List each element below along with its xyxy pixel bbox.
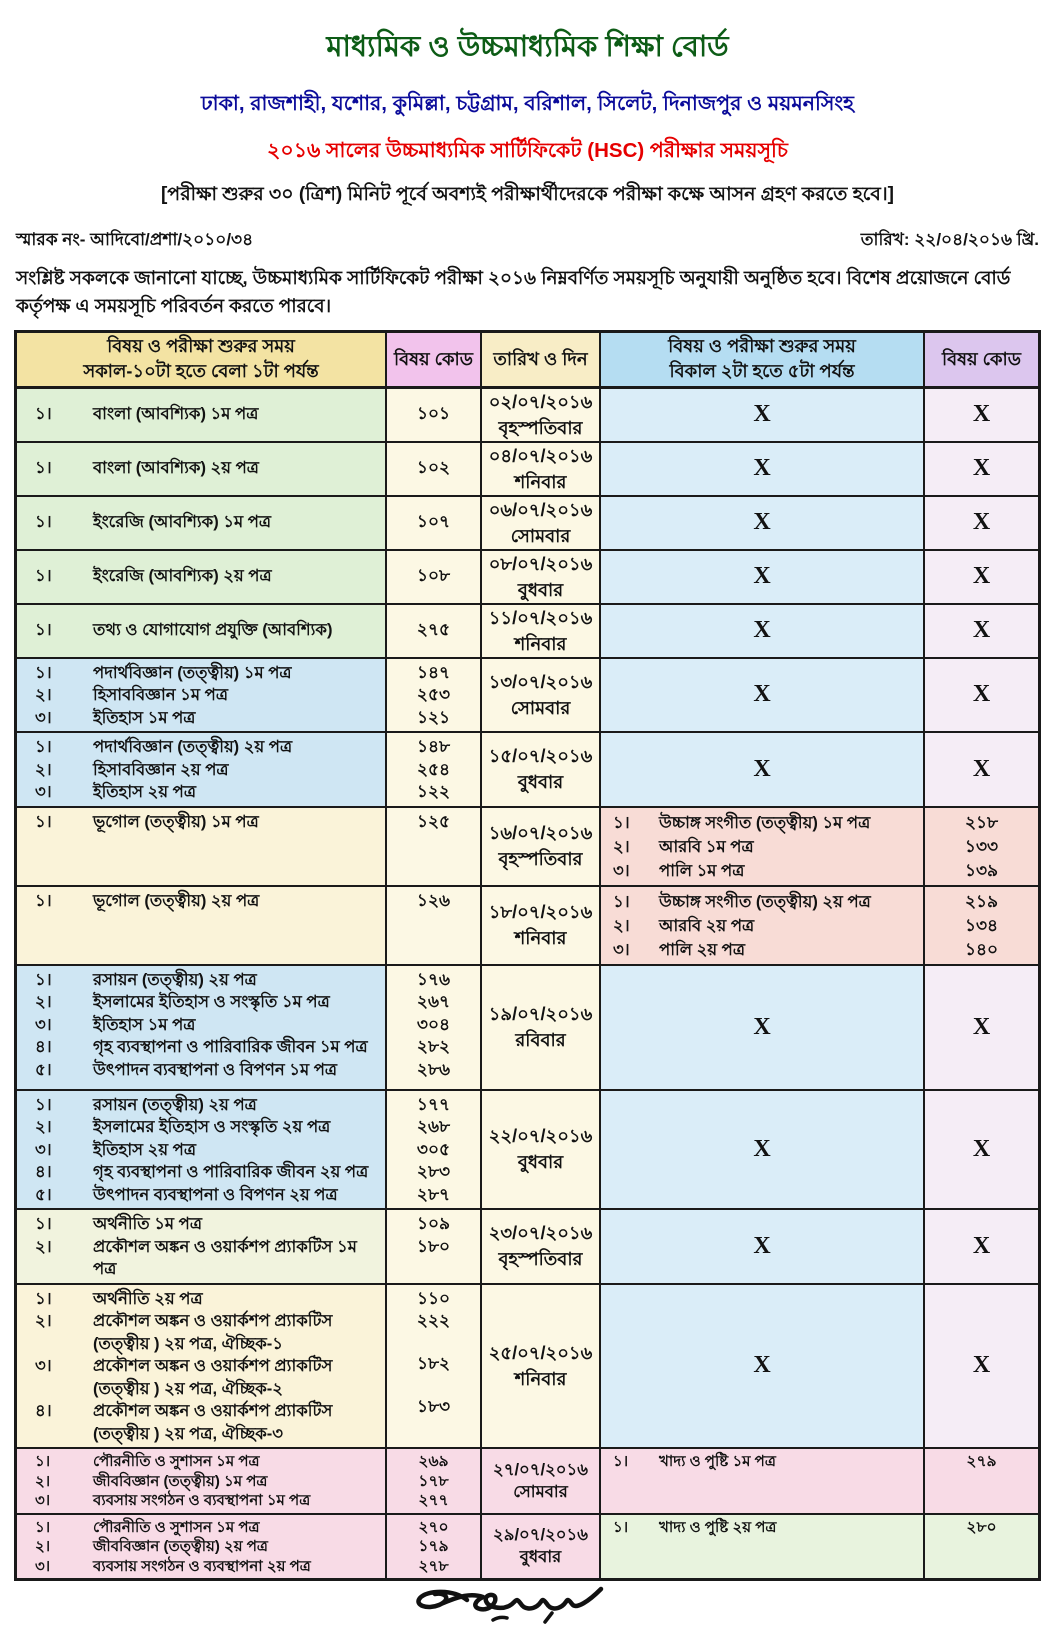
subject-code: ২৫৩: [416, 685, 451, 704]
pm-subject-cell: [599, 1515, 923, 1579]
subject-code: ৩০৫: [416, 1139, 451, 1159]
date-cell: [480, 733, 599, 806]
date-cell: [480, 808, 599, 885]
code-cell: [385, 887, 480, 964]
subject-item: ১। অর্থনীতি ২য় পত্র: [35, 1289, 203, 1308]
subject-code: ১৭৯: [418, 1538, 449, 1555]
exam-date: ২৯/০৭/২০১৬: [493, 1526, 588, 1545]
code-cell: [385, 1515, 480, 1579]
pm-code-x-cell: [923, 659, 1038, 732]
subject-cell: [17, 1449, 385, 1513]
subject-item: ১। ভূগোল (তত্ত্বীয়) ২য় পত্র: [35, 891, 260, 910]
table-row: [17, 1208, 1038, 1283]
date-cell: [480, 605, 599, 657]
exam-date: ২৭/০৭/২০১৬: [493, 1460, 588, 1479]
table-row: [17, 731, 1038, 806]
x-mark: X: [753, 455, 771, 481]
x-mark: X: [753, 617, 771, 643]
pm-subject-item: ১। খাদ্য ও পুষ্টি ২য় পত্র: [613, 1518, 777, 1536]
subject-code: ২৭৭: [418, 1492, 449, 1509]
subject-cell: [17, 966, 385, 1089]
code-cell: [385, 389, 480, 441]
exam-day: শনিবার: [514, 928, 567, 948]
header-pm-subject: বিষয় ও পরীক্ষা শুরুর সময় বিকাল ২টা হতে ৫টা পর্যন্ত: [599, 333, 923, 386]
table-row: [17, 441, 1038, 495]
code-cell: [385, 1449, 480, 1513]
pm-subject-code: ২১৮: [964, 812, 999, 832]
instruction-line: [পরীক্ষা শুরুর ৩০ (ত্রিশ) মিনিট পূর্বে অবশ্যই পরীক্ষার্থীদেরকে পরীক্ষা কক্ষে আসন গ্রহণ করতে হবে।]: [160, 184, 895, 205]
subject-item: ২। প্রকৌশল অঙ্কন ও ওয়ার্কশপ প্র্যাকটিস ১ম পত্র: [35, 1237, 357, 1278]
exam-day: বৃহস্পতিবার: [498, 849, 583, 869]
subject-item: ৪। গৃহ ব্যবস্থাপনা ও পারিবারিক জীবন ২য় পত্র: [35, 1163, 369, 1181]
code-cell: [385, 605, 480, 657]
table-row: [17, 885, 1038, 964]
pm-subject-item: ৩। পালি ২য় পত্র: [613, 940, 745, 959]
subject-item: ৩। ইতিহাস ১ম পত্র: [35, 1015, 196, 1034]
pm-code-cell: [923, 808, 1038, 885]
code-cell: [385, 497, 480, 549]
exam-day: রবিবার: [515, 1030, 566, 1050]
subject-item: ৫। উৎপাদন ব্যবস্থাপনা ও বিপণন ২য় পত্র: [35, 1185, 338, 1204]
table-row: [17, 603, 1038, 657]
x-mark: X: [753, 1352, 771, 1379]
table-header-row: [17, 333, 1038, 386]
pm-x-cell: [599, 1091, 923, 1209]
issue-date: তারিখ: ২২/০৪/২০১৬ খ্রি.: [860, 230, 1039, 249]
subject-item: ২। ইসলামের ইতিহাস ও সংস্কৃতি ১ম পত্র: [35, 993, 330, 1011]
date-cell: [480, 1091, 599, 1209]
x-mark: X: [972, 1232, 991, 1259]
pm-code-x-cell: [923, 605, 1038, 657]
pm-subject-cell: [599, 808, 923, 885]
subject-item: ২। প্রকৌশল অঙ্কন ও ওয়ার্কশপ প্র্যাকটিস (তত্ত্বীয় ) ২য় পত্র, ঐচ্ছিক-১: [35, 1312, 333, 1353]
code-cell: [385, 733, 480, 806]
x-mark: X: [753, 401, 771, 427]
date-cell: [480, 659, 599, 732]
pm-subject-code: ২৮০: [966, 1518, 997, 1536]
code-cell: [385, 443, 480, 495]
subject-item: ২। হিসাববিজ্ঞান ২য় পত্র: [35, 760, 229, 779]
pm-x-cell: [599, 1285, 923, 1448]
subject-item: ২। হিসাববিজ্ঞান ১ম পত্র: [35, 686, 228, 704]
subject-cell: [17, 808, 385, 885]
subject-code: ১৮০: [416, 1236, 451, 1256]
subject-item: ১। ইংরেজি (আবশ্যিক) ২য় পত্র: [35, 567, 272, 586]
pm-subject-item: ১। খাদ্য ও পুষ্টি ১ম পত্র: [613, 1453, 776, 1470]
pm-code-x-cell: [923, 733, 1038, 806]
pm-subject-code: ১৩৩: [964, 836, 999, 856]
table-row: [17, 1513, 1038, 1579]
exam-day: শনিবার: [514, 471, 567, 492]
table-row: [17, 657, 1038, 732]
pm-code-cell: [923, 1449, 1038, 1513]
exam-date: ০২/০৭/২০১৬: [488, 391, 593, 412]
subject-code: ১০৭: [416, 512, 451, 532]
exam-day: বুধবার: [517, 772, 564, 793]
pm-subject-item: ১। উচ্চাঙ্গ সংগীত (তত্ত্বীয়) ২য় পত্র: [613, 892, 871, 911]
exam-date: ১১/০৭/২০১৬: [488, 607, 593, 628]
pm-x-cell: [599, 389, 923, 441]
subject-item: ৩। প্রকৌশল অঙ্কন ও ওয়ার্কশপ প্র্যাকটিস (তত্ত্বীয় ) ২য় পত্র, ঐচ্ছিক-২: [35, 1357, 333, 1398]
pm-code-cell: [923, 1515, 1038, 1579]
pm-x-cell: [599, 1210, 923, 1283]
memo-row: [0, 227, 1055, 255]
subject-cell: [17, 887, 385, 964]
page-title: মাধ্যমিক ও উচ্চমাধ্যমিক শিক্ষা বোর্ড: [326, 31, 729, 63]
code-cell: [385, 1285, 480, 1448]
exam-day: সোমবার: [510, 697, 571, 718]
exam-date: ২৩/০৭/২০১৬: [488, 1223, 593, 1244]
x-mark: X: [972, 1135, 991, 1162]
exam-date: ২৫/০৭/২০১৬: [488, 1342, 593, 1363]
subject-item: ৪। গৃহ ব্যবস্থাপনা ও পারিবারিক জীবন ১ম পত্র: [35, 1038, 368, 1056]
exam-date: ১৫/০৭/২০১৬: [488, 746, 593, 767]
subject-item: ৫। উৎপাদন ব্যবস্থাপনা ও বিপণন ১ম পত্র: [35, 1060, 338, 1079]
pm-x-cell: [599, 659, 923, 732]
subject-item: ১। বাংলা (আবশ্যিক) ২য় পত্র: [35, 459, 259, 478]
exam-day: সোমবার: [510, 525, 571, 546]
exam-date: ২২/০৭/২০১৬: [488, 1126, 593, 1147]
subject-item: ১। ইংরেজি (আবশ্যিক) ১ম পত্র: [35, 513, 272, 532]
code-cell: [385, 1210, 480, 1283]
subject-code: ১৪৭: [416, 662, 451, 682]
pm-x-cell: [599, 551, 923, 603]
subject-item: ৩। ব্যবসায় সংগঠন ও ব্যবস্থাপনা ১ম পত্র: [35, 1492, 311, 1509]
subject-code: ৩০৪: [416, 1014, 451, 1034]
pm-x-cell: [599, 966, 923, 1089]
pm-code-x-cell: [923, 497, 1038, 549]
exam-day: শনিবার: [514, 633, 567, 654]
exam-day: বৃহস্পতিবার: [498, 1249, 583, 1270]
signature-scribble-icon: [405, 1584, 635, 1624]
x-mark: X: [753, 509, 771, 535]
exam-day: সোমবার: [513, 1482, 568, 1501]
subject-code: ২৭৫: [416, 620, 451, 640]
subject-code: ২৬৭: [416, 992, 451, 1011]
pm-subject-code: ১৩৪: [964, 915, 999, 935]
subject-cell: [17, 1210, 385, 1283]
subject-cell: [17, 551, 385, 603]
exam-day: বুধবার: [519, 1548, 562, 1567]
exam-date: ১৯/০৭/২০১৬: [488, 1004, 593, 1024]
code-cell: [385, 551, 480, 603]
subject-cell: [17, 1515, 385, 1579]
subject-code: ১৪৮: [416, 737, 451, 756]
subject-item: ২। জীববিজ্ঞান (তত্ত্বীয়) ১ম পত্র: [35, 1472, 268, 1490]
pm-code-x-cell: [923, 966, 1038, 1089]
subject-item: ১। ভূগোল (তত্ত্বীয়) ১ম পত্র: [35, 812, 259, 831]
subject-item: ১। পদার্থবিজ্ঞান (তত্ত্বীয়) ২য় পত্র: [35, 738, 293, 756]
exam-day: বৃহস্পতিবার: [498, 417, 583, 438]
date-cell: [480, 1285, 599, 1448]
exam-date: ০৮/০৭/২০১৬: [488, 553, 593, 574]
subject-code: ২৮৬: [416, 1059, 451, 1079]
x-mark: X: [753, 681, 771, 708]
subject-code: ২৮৭: [416, 1184, 451, 1204]
subject-cell: [17, 497, 385, 549]
regions-line: ঢাকা, রাজশাহী, যশোর, কুমিল্লা, চট্টগ্রাম, বরিশাল, সিলেট, দিনাজপুর ও ময়মনসিংহ: [201, 92, 854, 115]
table-row: [17, 964, 1038, 1089]
x-mark: X: [972, 755, 991, 782]
subject-cell: [17, 389, 385, 441]
x-mark: X: [972, 455, 991, 481]
memo-number: স্মারক নং- আদিবো/প্রশা/২০১০/৩৪: [16, 230, 254, 249]
subject-code: ১৭৭: [416, 1094, 451, 1114]
subject-code: ১২২: [416, 782, 451, 801]
pm-code-cell: [923, 887, 1038, 964]
date-cell: [480, 1449, 599, 1513]
subject-code: ১৭৮: [418, 1472, 449, 1490]
subject-code: ১০৮: [416, 566, 451, 586]
exam-day: বুধবার: [517, 1152, 564, 1173]
date-cell: [480, 1210, 599, 1283]
subject-code: ২৭৮: [418, 1557, 449, 1575]
exam-date: ১৮/০৭/২০১৬: [488, 902, 593, 922]
table-row: [17, 1283, 1038, 1448]
subject-code: ২৬৯: [418, 1453, 449, 1470]
subject-item: ৩। ইতিহাস ১ম পত্র: [35, 708, 196, 727]
subject-item: ৩। ইতিহাস ২য় পত্র: [35, 1140, 196, 1159]
pm-subject-code: ১৪০: [964, 939, 999, 959]
header-pm-code: বিষয় কোড: [923, 333, 1038, 386]
pm-code-x-cell: [923, 1091, 1038, 1209]
code-cell: [385, 808, 480, 885]
header-am-code: বিষয় কোড: [385, 333, 480, 386]
subject-item: ২। জীববিজ্ঞান (তত্ত্বীয়) ২য় পত্র: [35, 1538, 268, 1555]
pm-code-x-cell: [923, 389, 1038, 441]
subject-item: ১। তথ্য ও যোগাযোগ প্রযুক্তি (আবশ্যিক): [35, 621, 333, 640]
table-row: [17, 386, 1038, 441]
code-cell: [385, 966, 480, 1089]
subject-item: ২। ইসলামের ইতিহাস ও সংস্কৃতি ২য় পত্র: [35, 1118, 331, 1136]
date-cell: [480, 389, 599, 441]
date-cell: [480, 551, 599, 603]
x-mark: X: [972, 1352, 991, 1379]
pm-code-x-cell: [923, 1285, 1038, 1448]
exam-day: শনিবার: [514, 1368, 567, 1389]
date-cell: [480, 966, 599, 1089]
pm-code-x-cell: [923, 1210, 1038, 1283]
body-paragraph: সংশ্লিষ্ট সকলকে জানানো যাচ্ছে, উচ্চমাধ্যমিক সার্টিফিকেট পরীক্ষা ২০১৬ নিম্নবর্ণিত সময়সূচি অনুযায়ী অনুষ্ঠিত হবে। বিশেষ প্রয়োজনে বোর্ড কর্তৃপক্ষ এ সময়সূচি পরিবর্তন করতে পারবে।: [16, 267, 1011, 316]
subject-cell: [17, 605, 385, 657]
x-mark: X: [753, 563, 771, 589]
subject-item: ১। রসায়ন (তত্ত্বীয়) ২য় পত্র: [35, 1095, 257, 1114]
exam-date: ০৬/০৭/২০১৬: [488, 499, 593, 520]
date-cell: [480, 887, 599, 964]
notice-title: ২০১৬ সালের উচ্চমাধ্যমিক সার্টিফিকেট (HSC) পরীক্ষার সময়সূচি: [267, 139, 788, 162]
code-cell: [385, 659, 480, 732]
pm-subject-code: ২১৯: [964, 891, 999, 911]
subject-item: ১। পদার্থবিজ্ঞান (তত্ত্বীয়) ১ম পত্র: [35, 663, 292, 682]
pm-x-cell: [599, 605, 923, 657]
pm-subject-item: ২। আরবি ২য় পত্র: [613, 916, 755, 935]
date-cell: [480, 497, 599, 549]
subject-cell: [17, 443, 385, 495]
date-cell: [480, 443, 599, 495]
x-mark: X: [972, 509, 991, 535]
table-row: [17, 549, 1038, 603]
subject-item: ৩। ইতিহাস ২য় পত্র: [35, 783, 196, 801]
x-mark: X: [972, 1013, 991, 1040]
pm-x-cell: [599, 443, 923, 495]
subject-item: ১। বাংলা (আবশ্যিক) ১ম পত্র: [35, 405, 259, 424]
handwritten-signature: [405, 1584, 1055, 1624]
subject-item: ১। পৌরনীতি ও সুশাসন ১ম পত্র: [35, 1518, 260, 1536]
x-mark: X: [753, 1232, 771, 1259]
subject-code: ১১০: [416, 1288, 451, 1308]
subject-code: ১০২: [416, 458, 451, 478]
subject-code: ১৭৬: [416, 969, 451, 989]
subject-cell: [17, 1285, 385, 1448]
table-row: [17, 495, 1038, 549]
pm-x-cell: [599, 733, 923, 806]
table-row: [17, 806, 1038, 885]
subject-item: ১। পৌরনীতি ও সুশাসন ১ম পত্র: [35, 1453, 260, 1470]
subject-code: ২৫৪: [416, 759, 451, 779]
header-date: তারিখ ও দিন: [480, 333, 599, 386]
date-cell: [480, 1515, 599, 1579]
subject-cell: [17, 659, 385, 732]
subject-cell: [17, 1091, 385, 1209]
pm-subject-item: ১। উচ্চাঙ্গ সংগীত (তত্ত্বীয়) ১ম পত্র: [613, 813, 871, 832]
x-mark: X: [972, 617, 991, 643]
exam-date: ১৬/০৭/২০১৬: [488, 823, 593, 843]
schedule-table: [14, 330, 1041, 1582]
subject-item: ৩। ব্যবসায় সংগঠন ও ব্যবস্থাপনা ২য় পত্র: [35, 1557, 311, 1575]
x-mark: X: [972, 401, 991, 427]
subject-code: ১০১: [416, 404, 451, 424]
pm-subject-code: ১৩৯: [964, 860, 999, 880]
subject-code: ২৮৩: [416, 1162, 451, 1181]
subject-item: ১। রসায়ন (তত্ত্বীয়) ২য় পত্র: [35, 970, 257, 989]
subject-code: ১২৬: [416, 890, 451, 910]
pm-subject-cell: [599, 887, 923, 964]
exam-date: ০৪/০৭/২০১৬: [488, 445, 593, 466]
x-mark: X: [753, 1013, 771, 1040]
pm-subject-code: ২৭৯: [966, 1453, 997, 1470]
x-mark: X: [753, 1135, 771, 1162]
subject-code: ২২২: [416, 1311, 451, 1330]
code-cell: [385, 1091, 480, 1209]
subject-code: ১৮২: [416, 1354, 451, 1373]
subject-code: ২৮২: [416, 1037, 451, 1056]
pm-subject-item: ৩। পালি ১ম পত্র: [613, 861, 745, 880]
exam-day: বুধবার: [517, 579, 564, 600]
x-mark: X: [753, 755, 771, 782]
pm-subject-item: ২। আরবি ১ম পত্র: [613, 837, 754, 856]
subject-code: ২৭০: [418, 1518, 449, 1536]
header-am-subject: বিষয় ও পরীক্ষা শুরুর সময় সকাল-১০টা হতে বেলা ১টা পর্যন্ত: [17, 333, 385, 386]
subject-code: ২৬৮: [416, 1117, 451, 1136]
exam-date: ১৩/০৭/২০১৬: [488, 671, 593, 692]
subject-code: ১২১: [416, 707, 451, 727]
pm-code-x-cell: [923, 551, 1038, 603]
subject-code: ১০৯: [416, 1214, 451, 1233]
subject-code: ১২৫: [416, 811, 451, 831]
subject-item: ১। অর্থনীতি ১ম পত্র: [35, 1215, 203, 1233]
x-mark: X: [972, 563, 991, 589]
subject-code: ১৮৩: [416, 1397, 451, 1416]
table-row: [17, 1447, 1038, 1513]
subject-item: ৪। প্রকৌশল অঙ্কন ও ওয়ার্কশপ প্র্যাকটিস (তত্ত্বীয় ) ২য় পত্র, ঐচ্ছিক-৩: [35, 1402, 333, 1443]
subject-cell: [17, 733, 385, 806]
table-row: [17, 1089, 1038, 1209]
pm-x-cell: [599, 497, 923, 549]
x-mark: X: [972, 681, 991, 708]
pm-subject-cell: [599, 1449, 923, 1513]
pm-code-x-cell: [923, 443, 1038, 495]
